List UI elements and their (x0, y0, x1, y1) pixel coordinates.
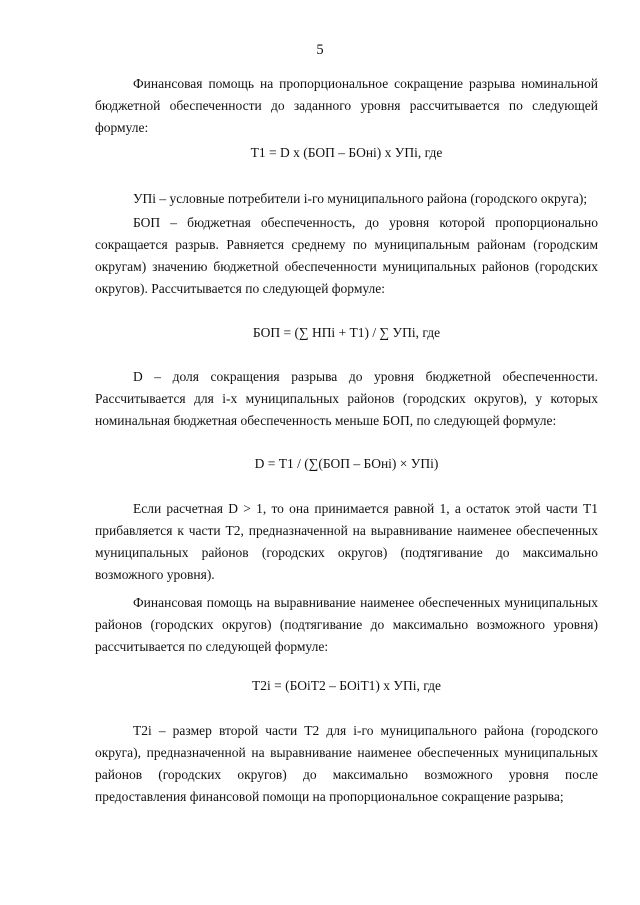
paragraph-t2 (95, 592, 598, 658)
t2-text: Финансовая помощь на выравнивание наименее обеспеченных муниципальных районов (городских округов) (подтягивание до максимально возможного уровня) рассчитывается по следующей формуле: (95, 595, 598, 654)
formula-t2: Т2i = (БОiТ2 – БОiТ1) x УПi, где (252, 678, 441, 693)
formula-t1: Т1 = D x (БОП – БОнi) x УПi, где (250, 145, 443, 160)
definition-bo-p: БОП – бюджетная обеспеченность, до уровня которой пропорционально сокращается разрыв. Равняется среднему по муниципальным районам (городским округам) значению бюджетной обеспеченности муниципальных районов (городских округов). Рассчитывается по следующей формуле: (95, 215, 598, 296)
definition-d: D – доля сокращения разрыва до уровня бюджетной обеспеченности. Рассчитывается для i-х муниципальных районов (городских округов), у которых номинальная бюджетная обеспеченность меньше БОП, по следующей формуле: (95, 369, 598, 428)
formula-bo-p: БОП = (∑ НПi + Т1) / ∑ УПi, где (252, 325, 441, 340)
definition-t2: Т2i – размер второй части Т2 для i-го муниципального района (городского округа), предназначенной на выравнивание наименее обеспеченных муниципальных районов (городских округов) до максимально возможного уровня после предоставления финансовой помощи на пропорциональное сокращение разрыва; (95, 723, 598, 804)
paragraph-definitions (95, 188, 598, 300)
paragraph-condition (95, 498, 598, 586)
page-number: 5 (316, 42, 324, 58)
paragraph-intro (95, 73, 598, 139)
paragraph-d (95, 366, 598, 432)
paragraph-t2-definition (95, 720, 598, 808)
paragraph-text: Финансовая помощь на пропорциональное сокращение разрыва номинальной бюджетной обеспеченности до заданного уровня рассчитывается по следующей формуле: (95, 76, 598, 135)
formula-d: D = Т1 / (∑(БОП – БОнi) × УПi) (254, 456, 439, 471)
definition-up: УПi – условные потребители i-го муниципального района (городского округа); (133, 191, 588, 206)
condition-text: Если расчетная D > 1, то она принимается равной 1, а остаток этой части Т1 прибавляется к части Т2, предназначенной на выравнивание наименее обеспеченных муниципальных районов (городских округов) (подтягивание до максимально возможного уровня). (95, 501, 598, 582)
